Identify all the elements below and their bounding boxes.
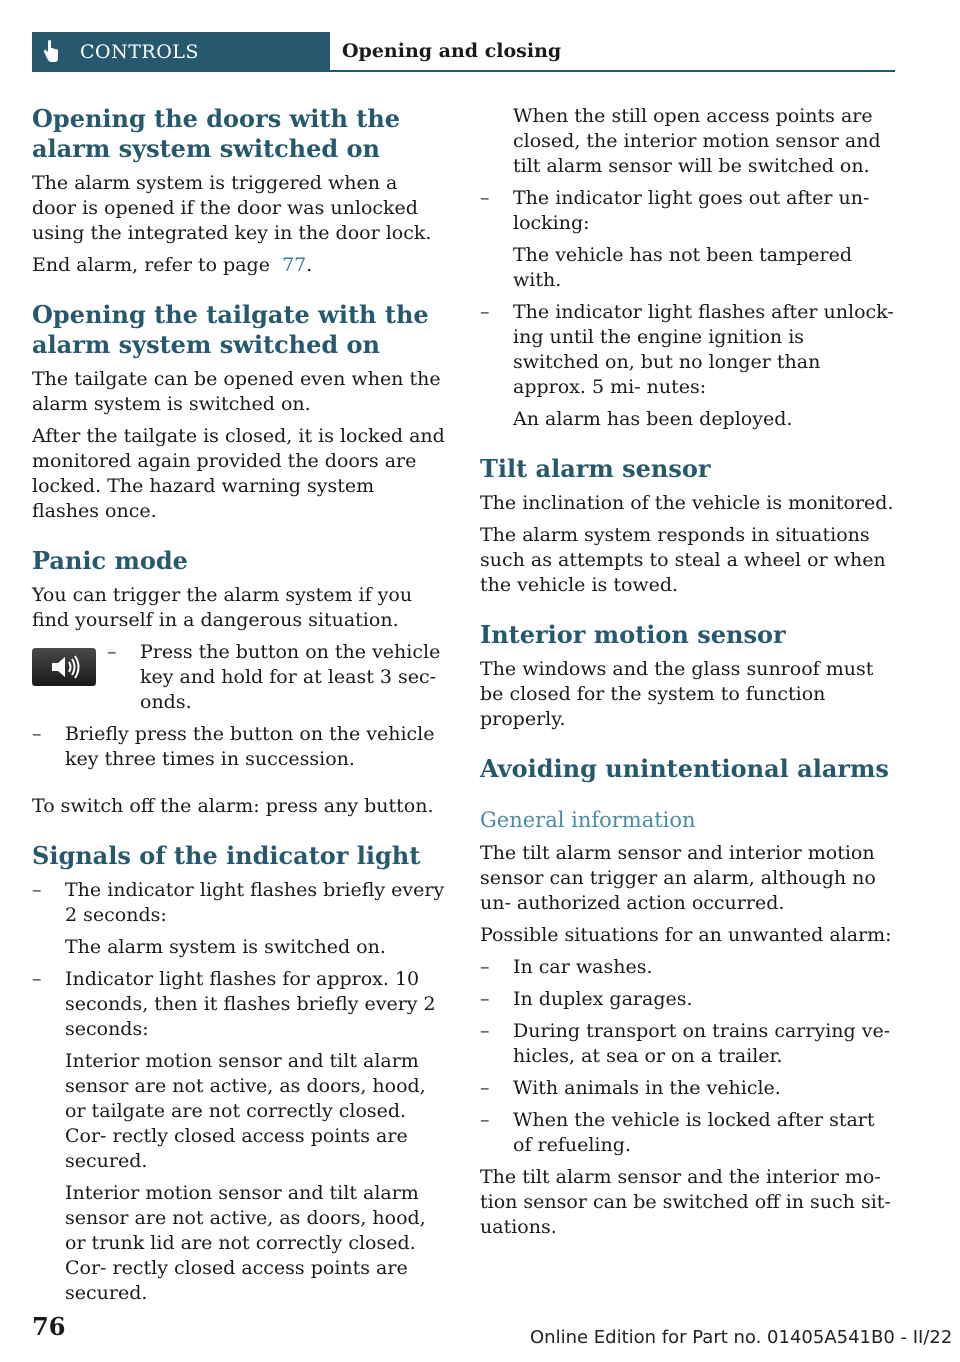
list-marker: – — [32, 879, 42, 901]
list-item — [480, 186, 895, 236]
speaker-icon — [32, 648, 96, 686]
list-marker: – — [480, 1109, 490, 1131]
list-item — [480, 987, 895, 1012]
list-item-text: In duplex garages. — [513, 988, 693, 1010]
list-item — [480, 300, 895, 400]
paragraph: The tilt alarm sensor and the interior mo- tion sensor can be switched off in such sit- uations. — [480, 1166, 891, 1238]
paragraph: To switch off the alarm: press any button. — [32, 795, 434, 817]
heading-avoiding-alarms: Avoiding unintentional alarms — [480, 754, 889, 783]
list-item — [32, 878, 447, 928]
heading-doors-alarm: Opening the doors with the alarm system switched on — [32, 104, 401, 163]
list-marker: – — [107, 641, 117, 663]
paragraph: The alarm system responds in situations such as attempts to steal a wheel or when the vehicle is towed. — [480, 524, 886, 596]
list-item-text: With animals in the vehicle. — [513, 1077, 781, 1099]
list-item — [480, 1076, 895, 1101]
section-tab — [32, 32, 330, 72]
page-reference-link[interactable]: 77 — [282, 254, 307, 276]
chapter-title: Opening and closing — [342, 40, 562, 62]
paragraph-text: End alarm, refer to page — [32, 254, 270, 276]
section-label: CONTROLS — [80, 41, 199, 63]
list-item-detail: The vehicle has not been tampered with. — [513, 244, 852, 291]
list-marker: – — [480, 988, 490, 1010]
heading-tilt-sensor: Tilt alarm sensor — [480, 454, 711, 483]
left-column — [32, 104, 447, 1306]
edition-footer: Online Edition for Part no. 01405A541B0 - II/22 — [530, 1327, 953, 1348]
paragraph: You can trigger the alarm system if you find yourself in a dangerous situation. — [32, 584, 413, 631]
chapter-title-bar — [330, 32, 895, 72]
list-item-detail: Interior motion sensor and tilt alarm sensor are not active, as doors, hood, or trunk lid are not correctly closed. Cor- rectly closed access points are secured. — [65, 1182, 426, 1304]
list-item — [480, 1108, 895, 1158]
list-item — [480, 955, 895, 980]
paragraph: The windows and the glass sunroof must be closed for the system to function properly. — [480, 658, 874, 730]
subheading-general-info: General information — [480, 808, 696, 832]
list-item — [107, 640, 447, 715]
right-column — [480, 104, 895, 1240]
list-item-text: When the vehicle is locked after start of refueling. — [513, 1109, 875, 1156]
list-item-detail: When the still open access points are closed, the interior motion sensor and tilt alarm sensor will be switched on. — [513, 105, 881, 177]
list-marker: – — [32, 723, 42, 745]
page-number: 76 — [32, 1312, 66, 1341]
heading-indicator-signals: Signals of the indicator light — [32, 841, 421, 870]
paragraph: The tilt alarm sensor and interior motion sensor can trigger an alarm, although no un- authorized action occurred. — [480, 842, 876, 914]
paragraph-end-alarm — [32, 253, 447, 278]
page-header — [32, 32, 895, 72]
list-marker: – — [480, 301, 490, 323]
list-marker: – — [480, 956, 490, 978]
panic-button-row — [32, 640, 447, 715]
list-item — [480, 1019, 895, 1069]
list-item — [32, 967, 447, 1042]
paragraph: The alarm system is triggered when a door is opened if the door was unlocked using the integrated key in the door lock. — [32, 172, 432, 244]
list-item-text: The indicator light flashes after unlock- ing until the engine ignition is switched on, but no longer than approx. 5 mi- nutes: — [513, 301, 894, 398]
list-item-detail: Interior motion sensor and tilt alarm sensor are not active, as doors, hood, or tailgate are not correctly closed. Cor- rectly closed access points are secured. — [65, 1050, 426, 1172]
list-item-detail: An alarm has been deployed. — [513, 408, 793, 430]
list-marker: – — [32, 968, 42, 990]
list-item-text: Indicator light flashes for approx. 10 seconds, then it flashes briefly every 2 seconds: — [65, 968, 436, 1040]
hand-pointer-icon — [42, 40, 60, 68]
list-item-text: During transport on trains carrying ve- hicles, at sea or on a trailer. — [513, 1020, 891, 1067]
heading-tailgate-alarm: Opening the tailgate with the alarm system switched on — [32, 300, 429, 359]
list-item-text: The indicator light goes out after un- locking: — [513, 187, 870, 234]
list-item-text: In car washes. — [513, 956, 653, 978]
list-item — [32, 722, 447, 772]
paragraph: The inclination of the vehicle is monitored. — [480, 492, 894, 514]
list-marker: – — [480, 1077, 490, 1099]
list-item-text: The indicator light flashes briefly every 2 seconds: — [65, 879, 445, 926]
list-marker: – — [480, 187, 490, 209]
period: . — [306, 254, 313, 276]
list-marker: – — [480, 1020, 490, 1042]
list-item-text: Press the button on the vehicle key and hold for at least 3 sec- onds. — [140, 641, 441, 713]
heading-interior-motion: Interior motion sensor — [480, 620, 786, 649]
list-item-text: Briefly press the button on the vehicle key three times in succession. — [65, 723, 435, 770]
heading-panic-mode: Panic mode — [32, 546, 188, 575]
paragraph: After the tailgate is closed, it is locked and monitored again provided the doors are locked. The hazard warning system flashes once. — [32, 425, 445, 522]
paragraph: The tailgate can be opened even when the alarm system is switched on. — [32, 368, 441, 415]
list-item-detail: The alarm system is switched on. — [65, 936, 386, 958]
paragraph: Possible situations for an unwanted alarm: — [480, 924, 892, 946]
